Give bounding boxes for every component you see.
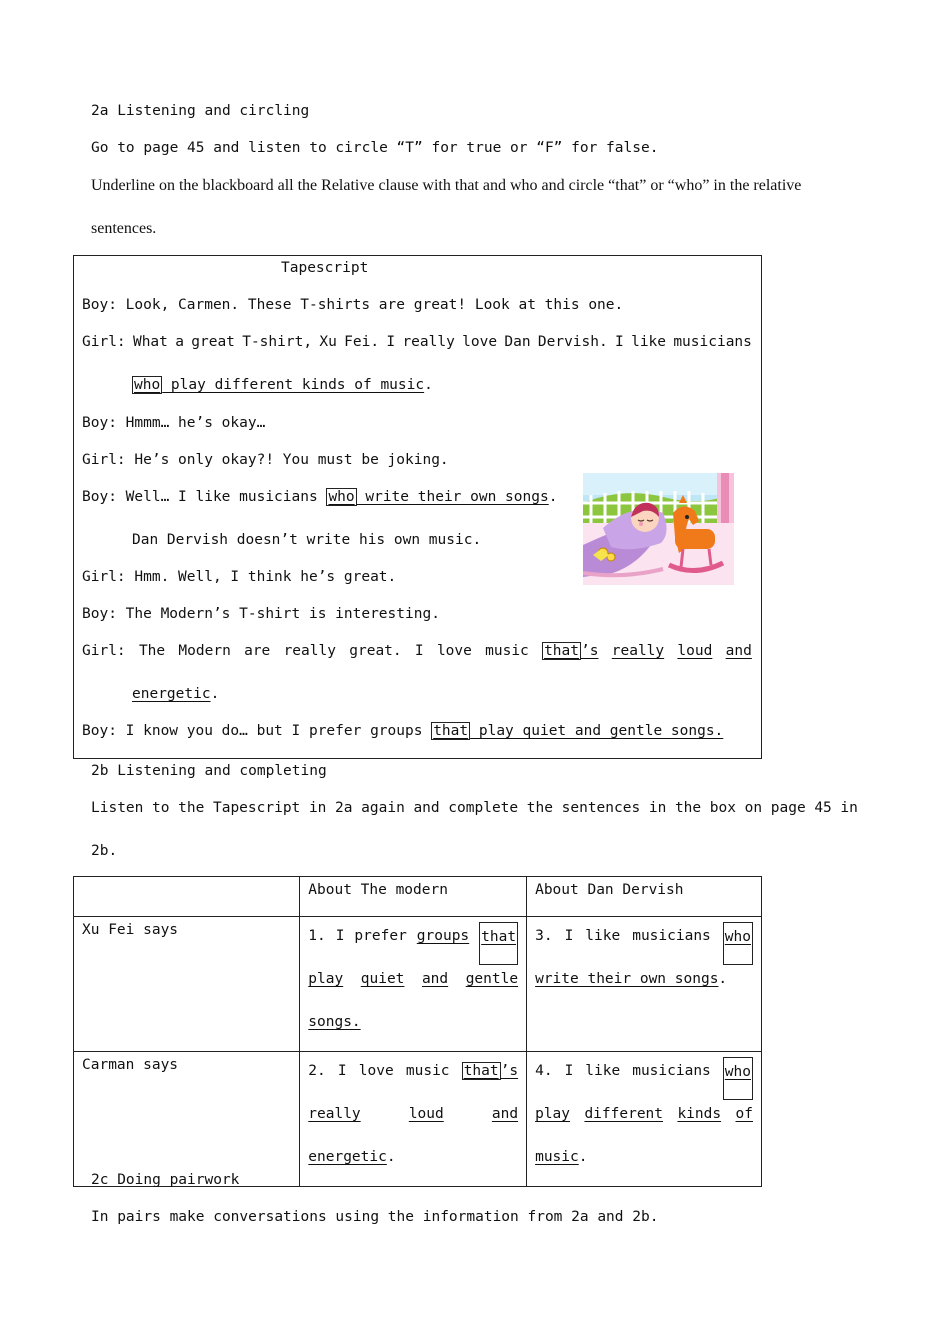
tapescript-line: Boy: Well… I like musicians who write their own songs. — [82, 489, 558, 505]
circled-that: that — [479, 922, 518, 965]
table-row — [74, 917, 762, 1052]
table-header-row — [74, 877, 762, 917]
tapescript-line: Girl: Hmm. Well, I think he’s great. — [82, 569, 397, 585]
table-header-cell: About The modern — [300, 877, 527, 917]
section-2a-heading: 2a Listening and circling — [91, 103, 310, 119]
table-cell: 3. I like musicians who write their own songs. — [527, 917, 762, 1052]
section-2b-instruction-line2: 2b. — [91, 843, 118, 859]
circled-that: that — [433, 723, 469, 739]
tapescript-line: Boy: The Modern’s T-shirt is interesting. — [82, 606, 440, 622]
row-label: Carman says — [74, 1052, 300, 1187]
circled-who: who — [134, 377, 161, 393]
tapescript-line: Girl: The Modern are really great. I love music that ’s really loud and — [82, 643, 752, 659]
section-2c-instruction: In pairs make conversations using the information from 2a and 2b. — [91, 1209, 659, 1225]
tapescript-line: Boy: I know you do… but I prefer groups that play quiet and gentle songs. — [82, 723, 724, 739]
tapescript-line: Boy: Look, Carmen. These T-shirts are great! Look at this one. — [82, 297, 624, 313]
tapescript-title: Tapescript — [281, 260, 369, 276]
circled-that: that — [544, 643, 579, 659]
section-2a-instruction: Go to page 45 and listen to circle “T” for true or “F” for false. — [91, 140, 659, 156]
underline-instruction-line1: Underline on the blackboard all the Relative clause with that and who and circle “that” or “who” in the relative — [91, 177, 802, 194]
circled-who: who — [723, 1057, 753, 1100]
completion-table — [73, 876, 762, 1187]
table-cell: 1. I prefer groups that play quiet and gentle songs. — [300, 917, 527, 1052]
section-2c-heading: 2c Doing pairwork — [91, 1172, 240, 1188]
tapescript-line: Dan Dervish doesn’t write his own music. — [132, 532, 482, 548]
circled-who: who — [328, 489, 355, 505]
section-2b-instruction: Listen to the Tapescript in 2a again and complete the sentences in the box on page 45 in — [91, 800, 858, 816]
row-label: Xu Fei says — [74, 917, 300, 1052]
tapescript-line: Girl: He’s only okay?! You must be joking. — [82, 452, 449, 468]
section-2b-heading: 2b Listening and completing — [91, 763, 327, 779]
relative-clause: play quiet and gentle songs. — [470, 723, 724, 739]
circled-that: that — [463, 1063, 499, 1079]
circled-who: who — [723, 922, 753, 965]
tapescript-line: who play different kinds of music. — [134, 377, 433, 393]
sleeping-child-illustration — [583, 473, 734, 585]
tapescript-line: energetic. — [132, 686, 220, 702]
table-cell: 4. I like musicians who play different kinds of music. — [527, 1052, 762, 1187]
tapescript-line: Boy: Hmmm… he’s okay… — [82, 415, 266, 431]
relative-clause: play different kinds of music — [162, 377, 425, 393]
table-header-cell: About Dan Dervish — [527, 877, 762, 917]
relative-clause: write their own songs — [356, 489, 549, 505]
tapescript-line: Girl: What a great T-shirt, Xu Fei. I really love Dan Dervish. I like musicians — [82, 334, 752, 350]
underline-instruction-line2: sentences. — [91, 220, 157, 237]
table-cell: 2. I love music that ’s really loud and energetic. — [300, 1052, 527, 1187]
table-row — [74, 1052, 762, 1187]
table-header-cell — [74, 877, 300, 917]
